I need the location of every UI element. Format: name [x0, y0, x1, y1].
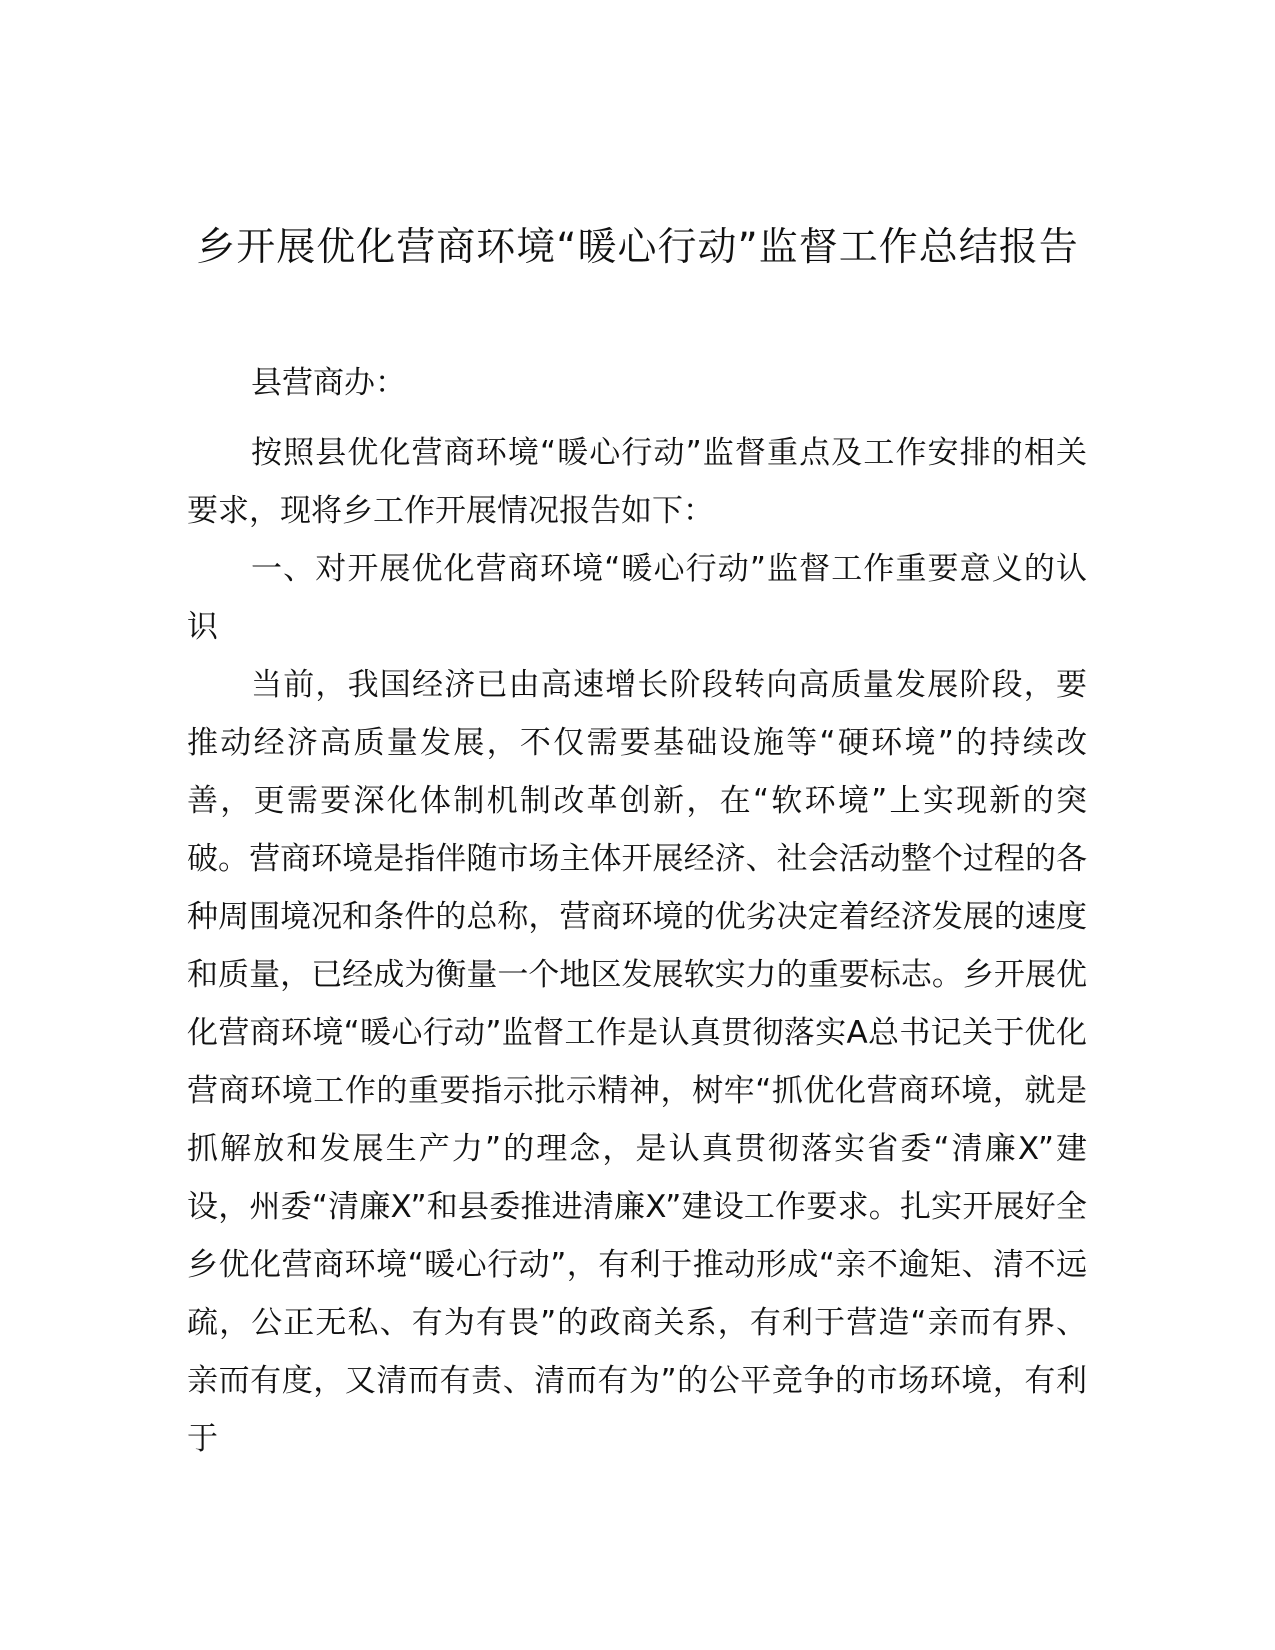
- paragraph-intro: 按照县优化营商环境“暖心行动”监督重点及工作安排的相关要求，现将乡工作开展情况报告如下：: [187, 435, 1087, 529]
- salutation: 县营商办：: [251, 365, 406, 401]
- document-title: 乡开展优化营商环境“暖心行动”监督工作总结报告: [196, 225, 1079, 270]
- paragraph-significance: 当前，我国经济已由高速增长阶段转向高质量发展阶段，要推动经济高质量发展，不仅需要基础设施等“硬环境”的持续改善，更需要深化体制机制改革创新，在“软环境”上实现新的突破。营商环境是指伴随市场主体开展经济、社会活动整个过程的各种周围境况和条件的总称，营商环境的优劣决定着经济发展的速度和质量，已经成为衡量一个地区发展软实力的重要标志。乡开展优化营商环境“暖心行动”监督工作是认真贯彻落实A总书记关于优化营商环境工作的重要指示批示精神，树牢“抓优化营商环境，就是抓解放和发展生产力”的理念，是认真贯彻落实省委“清廉X”建设，州委“清廉X”和县委推进清廉X”建设工作要求。扎实开展好全乡优化营商环境“暖心行动”，有利于推动形成“亲不逾矩、清不远疏，公正无私、有为有畏”的政商关系，有利于营造“亲而有界、亲而有度，又清而有责、清而有为”的公平竞争的市场环境，有利于: [187, 667, 1087, 1457]
- section-heading-1: 一、对开展优化营商环境“暖心行动”监督工作重要意义的认识: [187, 551, 1087, 645]
